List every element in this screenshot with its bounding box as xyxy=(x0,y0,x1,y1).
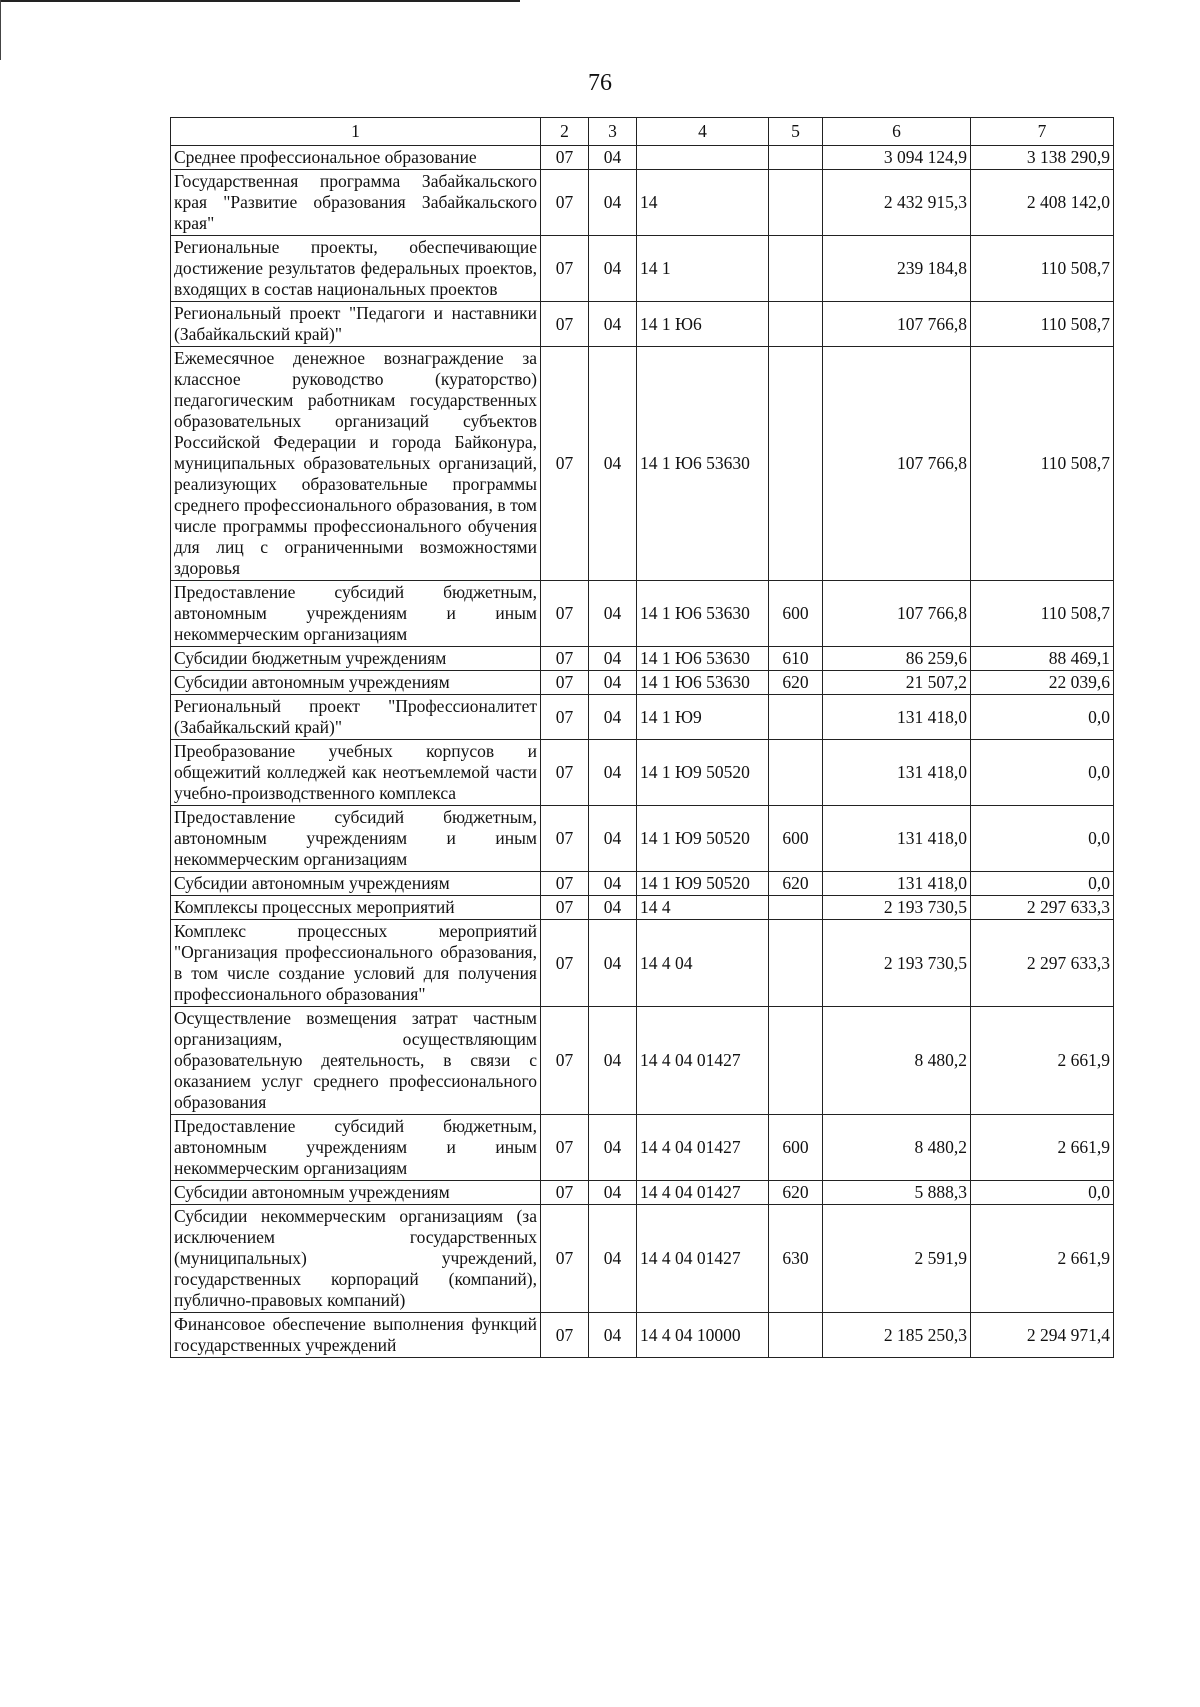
amount-year2-cell: 2 408 142,0 xyxy=(971,170,1114,236)
amount-year1-cell: 21 507,2 xyxy=(823,671,971,695)
section-code-cell: 07 xyxy=(541,1313,589,1358)
amount-year2-cell: 0,0 xyxy=(971,872,1114,896)
amount-year2-cell: 110 508,7 xyxy=(971,236,1114,302)
table-row xyxy=(171,146,1114,170)
table-row xyxy=(171,1007,1114,1115)
section-code-cell: 07 xyxy=(541,647,589,671)
section-code-cell: 07 xyxy=(541,347,589,581)
expense-type-cell: 610 xyxy=(769,647,823,671)
expense-type-cell xyxy=(769,920,823,1007)
table-row xyxy=(171,920,1114,1007)
table-row xyxy=(171,1115,1114,1181)
subsection-code-cell: 04 xyxy=(589,920,637,1007)
subsection-code-cell: 04 xyxy=(589,671,637,695)
column-header: 1 xyxy=(171,118,541,146)
amount-year1-cell: 131 418,0 xyxy=(823,740,971,806)
amount-year2-cell: 0,0 xyxy=(971,806,1114,872)
section-code-cell: 07 xyxy=(541,170,589,236)
amount-year2-cell: 2 297 633,3 xyxy=(971,920,1114,1007)
table-row xyxy=(171,806,1114,872)
expense-type-cell xyxy=(769,740,823,806)
amount-year2-cell: 2 294 971,4 xyxy=(971,1313,1114,1358)
row-name-cell: Государственная программа Забайкальского края "Развитие образования Забайкальского края" xyxy=(171,170,541,236)
target-article-cell: 14 1 Ю9 50520 xyxy=(637,872,769,896)
expense-type-cell xyxy=(769,1007,823,1115)
target-article-cell: 14 4 xyxy=(637,896,769,920)
section-code-cell: 07 xyxy=(541,1181,589,1205)
expense-type-cell: 620 xyxy=(769,872,823,896)
table-row xyxy=(171,740,1114,806)
amount-year2-cell: 22 039,6 xyxy=(971,671,1114,695)
subsection-code-cell: 04 xyxy=(589,740,637,806)
section-code-cell: 07 xyxy=(541,581,589,647)
subsection-code-cell: 04 xyxy=(589,695,637,740)
subsection-code-cell: 04 xyxy=(589,1205,637,1313)
amount-year2-cell: 0,0 xyxy=(971,1181,1114,1205)
section-code-cell: 07 xyxy=(541,146,589,170)
column-header: 5 xyxy=(769,118,823,146)
column-header: 7 xyxy=(971,118,1114,146)
table-row xyxy=(171,671,1114,695)
table-row xyxy=(171,302,1114,347)
subsection-code-cell: 04 xyxy=(589,581,637,647)
amount-year1-cell: 2 193 730,5 xyxy=(823,920,971,1007)
subsection-code-cell: 04 xyxy=(589,896,637,920)
header-row xyxy=(171,118,1114,146)
section-code-cell: 07 xyxy=(541,896,589,920)
amount-year1-cell: 131 418,0 xyxy=(823,872,971,896)
amount-year2-cell: 0,0 xyxy=(971,740,1114,806)
row-name-cell: Субсидии автономным учреждениям xyxy=(171,1181,541,1205)
row-name-cell: Комплексы процессных мероприятий xyxy=(171,896,541,920)
table-body xyxy=(171,146,1114,1358)
subsection-code-cell: 04 xyxy=(589,170,637,236)
target-article-cell: 14 4 04 01427 xyxy=(637,1115,769,1181)
target-article-cell: 14 4 04 10000 xyxy=(637,1313,769,1358)
row-name-cell: Комплекс процессных мероприятий "Организация профессионального образования, в том числе создание условий для получения профессионального образования" xyxy=(171,920,541,1007)
expense-type-cell: 630 xyxy=(769,1205,823,1313)
target-article-cell: 14 1 Ю6 53630 xyxy=(637,647,769,671)
expense-type-cell: 600 xyxy=(769,806,823,872)
subsection-code-cell: 04 xyxy=(589,347,637,581)
row-name-cell: Региональные проекты, обеспечивающие достижение результатов федеральных проектов, входящих в состав национальных проектов xyxy=(171,236,541,302)
amount-year1-cell: 107 766,8 xyxy=(823,347,971,581)
amount-year2-cell: 3 138 290,9 xyxy=(971,146,1114,170)
budget-table xyxy=(170,117,1114,1358)
row-name-cell: Субсидии автономным учреждениям xyxy=(171,872,541,896)
table-row xyxy=(171,695,1114,740)
row-name-cell: Предоставление субсидий бюджетным, автономным учреждениям и иным некоммерческим организациям xyxy=(171,581,541,647)
target-article-cell: 14 xyxy=(637,170,769,236)
target-article-cell: 14 1 xyxy=(637,236,769,302)
section-code-cell: 07 xyxy=(541,695,589,740)
amount-year1-cell: 86 259,6 xyxy=(823,647,971,671)
amount-year1-cell: 131 418,0 xyxy=(823,806,971,872)
subsection-code-cell: 04 xyxy=(589,1115,637,1181)
section-code-cell: 07 xyxy=(541,1007,589,1115)
section-code-cell: 07 xyxy=(541,806,589,872)
target-article-cell: 14 1 Ю6 53630 xyxy=(637,581,769,647)
expense-type-cell xyxy=(769,347,823,581)
target-article-cell: 14 4 04 01427 xyxy=(637,1007,769,1115)
section-code-cell: 07 xyxy=(541,740,589,806)
amount-year2-cell: 110 508,7 xyxy=(971,347,1114,581)
column-header: 3 xyxy=(589,118,637,146)
amount-year1-cell: 2 591,9 xyxy=(823,1205,971,1313)
row-name-cell: Субсидии бюджетным учреждениям xyxy=(171,647,541,671)
row-name-cell: Среднее профессиональное образование xyxy=(171,146,541,170)
row-name-cell: Субсидии автономным учреждениям xyxy=(171,671,541,695)
column-header: 2 xyxy=(541,118,589,146)
subsection-code-cell: 04 xyxy=(589,1313,637,1358)
page-number: 76 xyxy=(588,70,612,96)
row-name-cell: Субсидии некоммерческим организациям (за исключением государственных (муниципальных) учреждений, государственных корпораций (компаний), публично-правовых компаний) xyxy=(171,1205,541,1313)
table-row xyxy=(171,170,1114,236)
target-article-cell: 14 1 Ю6 xyxy=(637,302,769,347)
subsection-code-cell: 04 xyxy=(589,146,637,170)
row-name-cell: Региональный проект "Профессионалитет (Забайкальский край)" xyxy=(171,695,541,740)
section-code-cell: 07 xyxy=(541,671,589,695)
amount-year2-cell: 2 297 633,3 xyxy=(971,896,1114,920)
subsection-code-cell: 04 xyxy=(589,806,637,872)
subsection-code-cell: 04 xyxy=(589,236,637,302)
table-row xyxy=(171,1313,1114,1358)
section-code-cell: 07 xyxy=(541,302,589,347)
table-row xyxy=(171,581,1114,647)
target-article-cell: 14 4 04 01427 xyxy=(637,1205,769,1313)
row-name-cell: Предоставление субсидий бюджетным, автономным учреждениям и иным некоммерческим организациям xyxy=(171,1115,541,1181)
expense-type-cell xyxy=(769,146,823,170)
expense-type-cell xyxy=(769,236,823,302)
table-row xyxy=(171,872,1114,896)
section-code-cell: 07 xyxy=(541,920,589,1007)
column-header: 6 xyxy=(823,118,971,146)
target-article-cell: 14 1 Ю9 50520 xyxy=(637,806,769,872)
amount-year1-cell: 3 094 124,9 xyxy=(823,146,971,170)
table-row xyxy=(171,896,1114,920)
section-code-cell: 07 xyxy=(541,236,589,302)
amount-year1-cell: 5 888,3 xyxy=(823,1181,971,1205)
row-name-cell: Предоставление субсидий бюджетным, автономным учреждениям и иным некоммерческим организациям xyxy=(171,806,541,872)
amount-year2-cell: 110 508,7 xyxy=(971,581,1114,647)
target-article-cell: 14 1 Ю9 xyxy=(637,695,769,740)
expense-type-cell: 600 xyxy=(769,581,823,647)
expense-type-cell xyxy=(769,302,823,347)
amount-year1-cell: 131 418,0 xyxy=(823,695,971,740)
amount-year2-cell: 2 661,9 xyxy=(971,1205,1114,1313)
expense-type-cell xyxy=(769,170,823,236)
target-article-cell: 14 4 04 xyxy=(637,920,769,1007)
table-row xyxy=(171,1205,1114,1313)
amount-year2-cell: 2 661,9 xyxy=(971,1115,1114,1181)
target-article-cell: 14 1 Ю9 50520 xyxy=(637,740,769,806)
subsection-code-cell: 04 xyxy=(589,647,637,671)
scan-edge-line xyxy=(0,0,520,2)
expense-type-cell: 600 xyxy=(769,1115,823,1181)
subsection-code-cell: 04 xyxy=(589,1007,637,1115)
amount-year1-cell: 2 432 915,3 xyxy=(823,170,971,236)
target-article-cell xyxy=(637,146,769,170)
scan-edge-line-left xyxy=(0,0,1,60)
amount-year2-cell: 0,0 xyxy=(971,695,1114,740)
amount-year2-cell: 110 508,7 xyxy=(971,302,1114,347)
table-row xyxy=(171,347,1114,581)
row-name-cell: Ежемесячное денежное вознаграждение за классное руководство (кураторство) педагогическим работникам государственных образовательных организаций субъектов Российской Федерации и города Байконура, муниципальных образовательных организаций, реализующих образовательные программы среднего профессионального образования, в том числе программы профессионального обучения для лиц с ограниченными возможностями здоровья xyxy=(171,347,541,581)
amount-year1-cell: 2 185 250,3 xyxy=(823,1313,971,1358)
amount-year2-cell: 88 469,1 xyxy=(971,647,1114,671)
amount-year1-cell: 239 184,8 xyxy=(823,236,971,302)
expense-type-cell: 620 xyxy=(769,671,823,695)
section-code-cell: 07 xyxy=(541,1205,589,1313)
subsection-code-cell: 04 xyxy=(589,302,637,347)
expense-type-cell xyxy=(769,1313,823,1358)
target-article-cell: 14 1 Ю6 53630 xyxy=(637,671,769,695)
amount-year2-cell: 2 661,9 xyxy=(971,1007,1114,1115)
column-header: 4 xyxy=(637,118,769,146)
section-code-cell: 07 xyxy=(541,872,589,896)
target-article-cell: 14 4 04 01427 xyxy=(637,1181,769,1205)
subsection-code-cell: 04 xyxy=(589,872,637,896)
row-name-cell: Финансовое обеспечение выполнения функций государственных учреждений xyxy=(171,1313,541,1358)
expense-type-cell: 620 xyxy=(769,1181,823,1205)
target-article-cell: 14 1 Ю6 53630 xyxy=(637,347,769,581)
amount-year1-cell: 8 480,2 xyxy=(823,1007,971,1115)
table-row xyxy=(171,647,1114,671)
expense-type-cell xyxy=(769,695,823,740)
table-row xyxy=(171,236,1114,302)
table-row xyxy=(171,1181,1114,1205)
row-name-cell: Преобразование учебных корпусов и общежитий колледжей как неотъемлемой части учебно-производственного комплекса xyxy=(171,740,541,806)
amount-year1-cell: 8 480,2 xyxy=(823,1115,971,1181)
amount-year1-cell: 107 766,8 xyxy=(823,302,971,347)
amount-year1-cell: 107 766,8 xyxy=(823,581,971,647)
subsection-code-cell: 04 xyxy=(589,1181,637,1205)
expense-type-cell xyxy=(769,896,823,920)
row-name-cell: Осуществление возмещения затрат частным организациям, осуществляющим образовательную деятельность, в связи с оказанием услуг среднего профессионального образования xyxy=(171,1007,541,1115)
amount-year1-cell: 2 193 730,5 xyxy=(823,896,971,920)
section-code-cell: 07 xyxy=(541,1115,589,1181)
row-name-cell: Региональный проект "Педагоги и наставники (Забайкальский край)" xyxy=(171,302,541,347)
